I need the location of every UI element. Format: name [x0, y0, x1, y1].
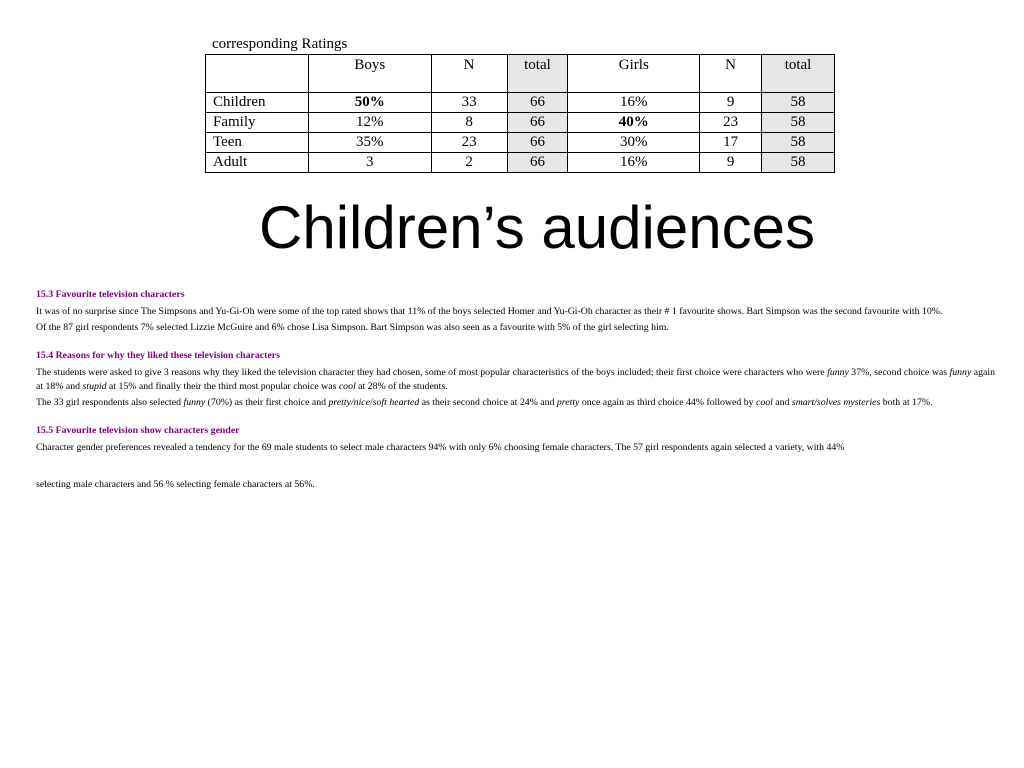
table-row — [206, 113, 835, 133]
table-cell: 8 — [431, 113, 507, 133]
table-cell: 58 — [762, 153, 835, 173]
table-cell: 66 — [507, 93, 568, 113]
header-cell-girls-n: N — [700, 55, 762, 93]
ratings-table — [205, 54, 835, 173]
table-cell: 50% — [308, 93, 431, 113]
emphasis-text: funny — [949, 367, 972, 378]
table-cell: 58 — [762, 133, 835, 153]
text-run: selecting male characters and 56 % selecting female characters at 56%. — [36, 479, 315, 490]
table-cell: 23 — [431, 133, 507, 153]
emphasis-text: funny — [183, 397, 206, 408]
text-run: (70%) as their first choice and — [205, 397, 329, 408]
section-heading: 15.5 Favourite television show characters gender — [36, 425, 240, 436]
header-cell-girls-total: total — [762, 55, 835, 93]
table-cell: 16% — [568, 93, 700, 113]
header-cell-boys-total: total — [507, 55, 568, 93]
table-cell: 2 — [431, 153, 507, 173]
text-run: It was of no surprise since The Simpsons and Yu-Gi-Oh were some of the top rated shows that 11% of the boys selected Homer and Yu-Gi-Oh character as their # 1 favourite shows. Bart Simpson was the second favourite with 10%. — [36, 306, 943, 317]
text-run: The 33 girl respondents also selected — [36, 397, 184, 408]
body-text — [36, 288, 1000, 494]
table-cell: 30% — [568, 133, 700, 153]
row-label: Teen — [206, 133, 309, 153]
emphasis-text: pretty/nice/soft hearted — [328, 397, 420, 408]
table-cell: 35% — [308, 133, 431, 153]
emphasis-text: cool — [755, 397, 773, 408]
text-run: both at 17%. — [880, 397, 933, 408]
paragraph — [36, 478, 1000, 492]
header-cell-girls: Girls — [568, 55, 700, 93]
section-heading: 15.4 Reasons for why they liked these television characters — [36, 350, 280, 361]
row-label: Children — [206, 93, 309, 113]
section-heading: 15.3 Favourite television characters — [36, 289, 185, 300]
paragraph — [36, 366, 1000, 394]
emphasis-text: funny — [827, 367, 849, 378]
table-caption: corresponding Ratings — [212, 36, 348, 52]
table-cell: 12% — [308, 113, 431, 133]
table-cell: 9 — [700, 93, 762, 113]
table-cell: 66 — [507, 113, 568, 133]
section-characters-gender — [36, 424, 1000, 492]
text-run: at 15% and finally their the third most popular choice was — [106, 381, 339, 392]
table-cell: 17 — [700, 133, 762, 153]
header-cell-boys-n: N — [431, 55, 507, 93]
text-run: as their second choice at 24% and — [419, 397, 557, 408]
emphasis-text: stupid — [82, 381, 107, 392]
text-run: again at 18% and — [36, 367, 995, 392]
paragraph — [36, 305, 1000, 319]
paragraph — [36, 321, 1000, 335]
text-run: at 28% of the students. — [355, 381, 448, 392]
table-header-row — [206, 55, 835, 93]
text-run: Of the 87 girl respondents 7% selected Lizzie McGuire and 6% chose Lisa Simpson. Bart Simpson was also seen as a favourite with 5% of the girl selecting him. — [36, 322, 669, 333]
table-cell: 58 — [762, 113, 835, 133]
table-cell: 3 — [308, 153, 431, 173]
section-favourite-characters — [36, 288, 1000, 335]
table-cell: 9 — [700, 153, 762, 173]
row-label: Family — [206, 113, 309, 133]
slide-title: Children’s audiences — [259, 194, 815, 261]
table-cell: 40% — [568, 113, 700, 133]
text-run: The students were asked to give 3 reasons why they liked the television character they had chosen, some of most popular characteristics of the boys included; their first choice were characters who were — [36, 367, 828, 378]
table-cell: 16% — [568, 153, 700, 173]
table-cell: 58 — [762, 93, 835, 113]
emphasis-text: pretty — [556, 397, 580, 408]
table-cell: 66 — [507, 153, 568, 173]
section-reasons — [36, 349, 1000, 410]
table-cell: 23 — [700, 113, 762, 133]
text-run: and — [772, 397, 792, 408]
emphasis-text: smart/solves mysteries — [791, 397, 881, 408]
table-row — [206, 133, 835, 153]
text-run: 37%, second choice was — [848, 367, 950, 378]
table-row — [206, 93, 835, 113]
text-run: Character gender preferences revealed a tendency for the 69 male students to select male characters 94% with only 6% choosing female characters. The 57 girl respondents again selected a variety, with 44% — [36, 442, 845, 453]
header-cell-blank — [206, 55, 309, 93]
emphasis-text: cool — [338, 381, 356, 392]
row-label: Adult — [206, 153, 309, 173]
table-cell: 66 — [507, 133, 568, 153]
paragraph — [36, 441, 1000, 455]
table-cell: 33 — [431, 93, 507, 113]
table-row — [206, 153, 835, 173]
text-run: once again as third choice 44% followed by — [579, 397, 756, 408]
paragraph — [36, 396, 1000, 410]
header-cell-boys: Boys — [308, 55, 431, 93]
